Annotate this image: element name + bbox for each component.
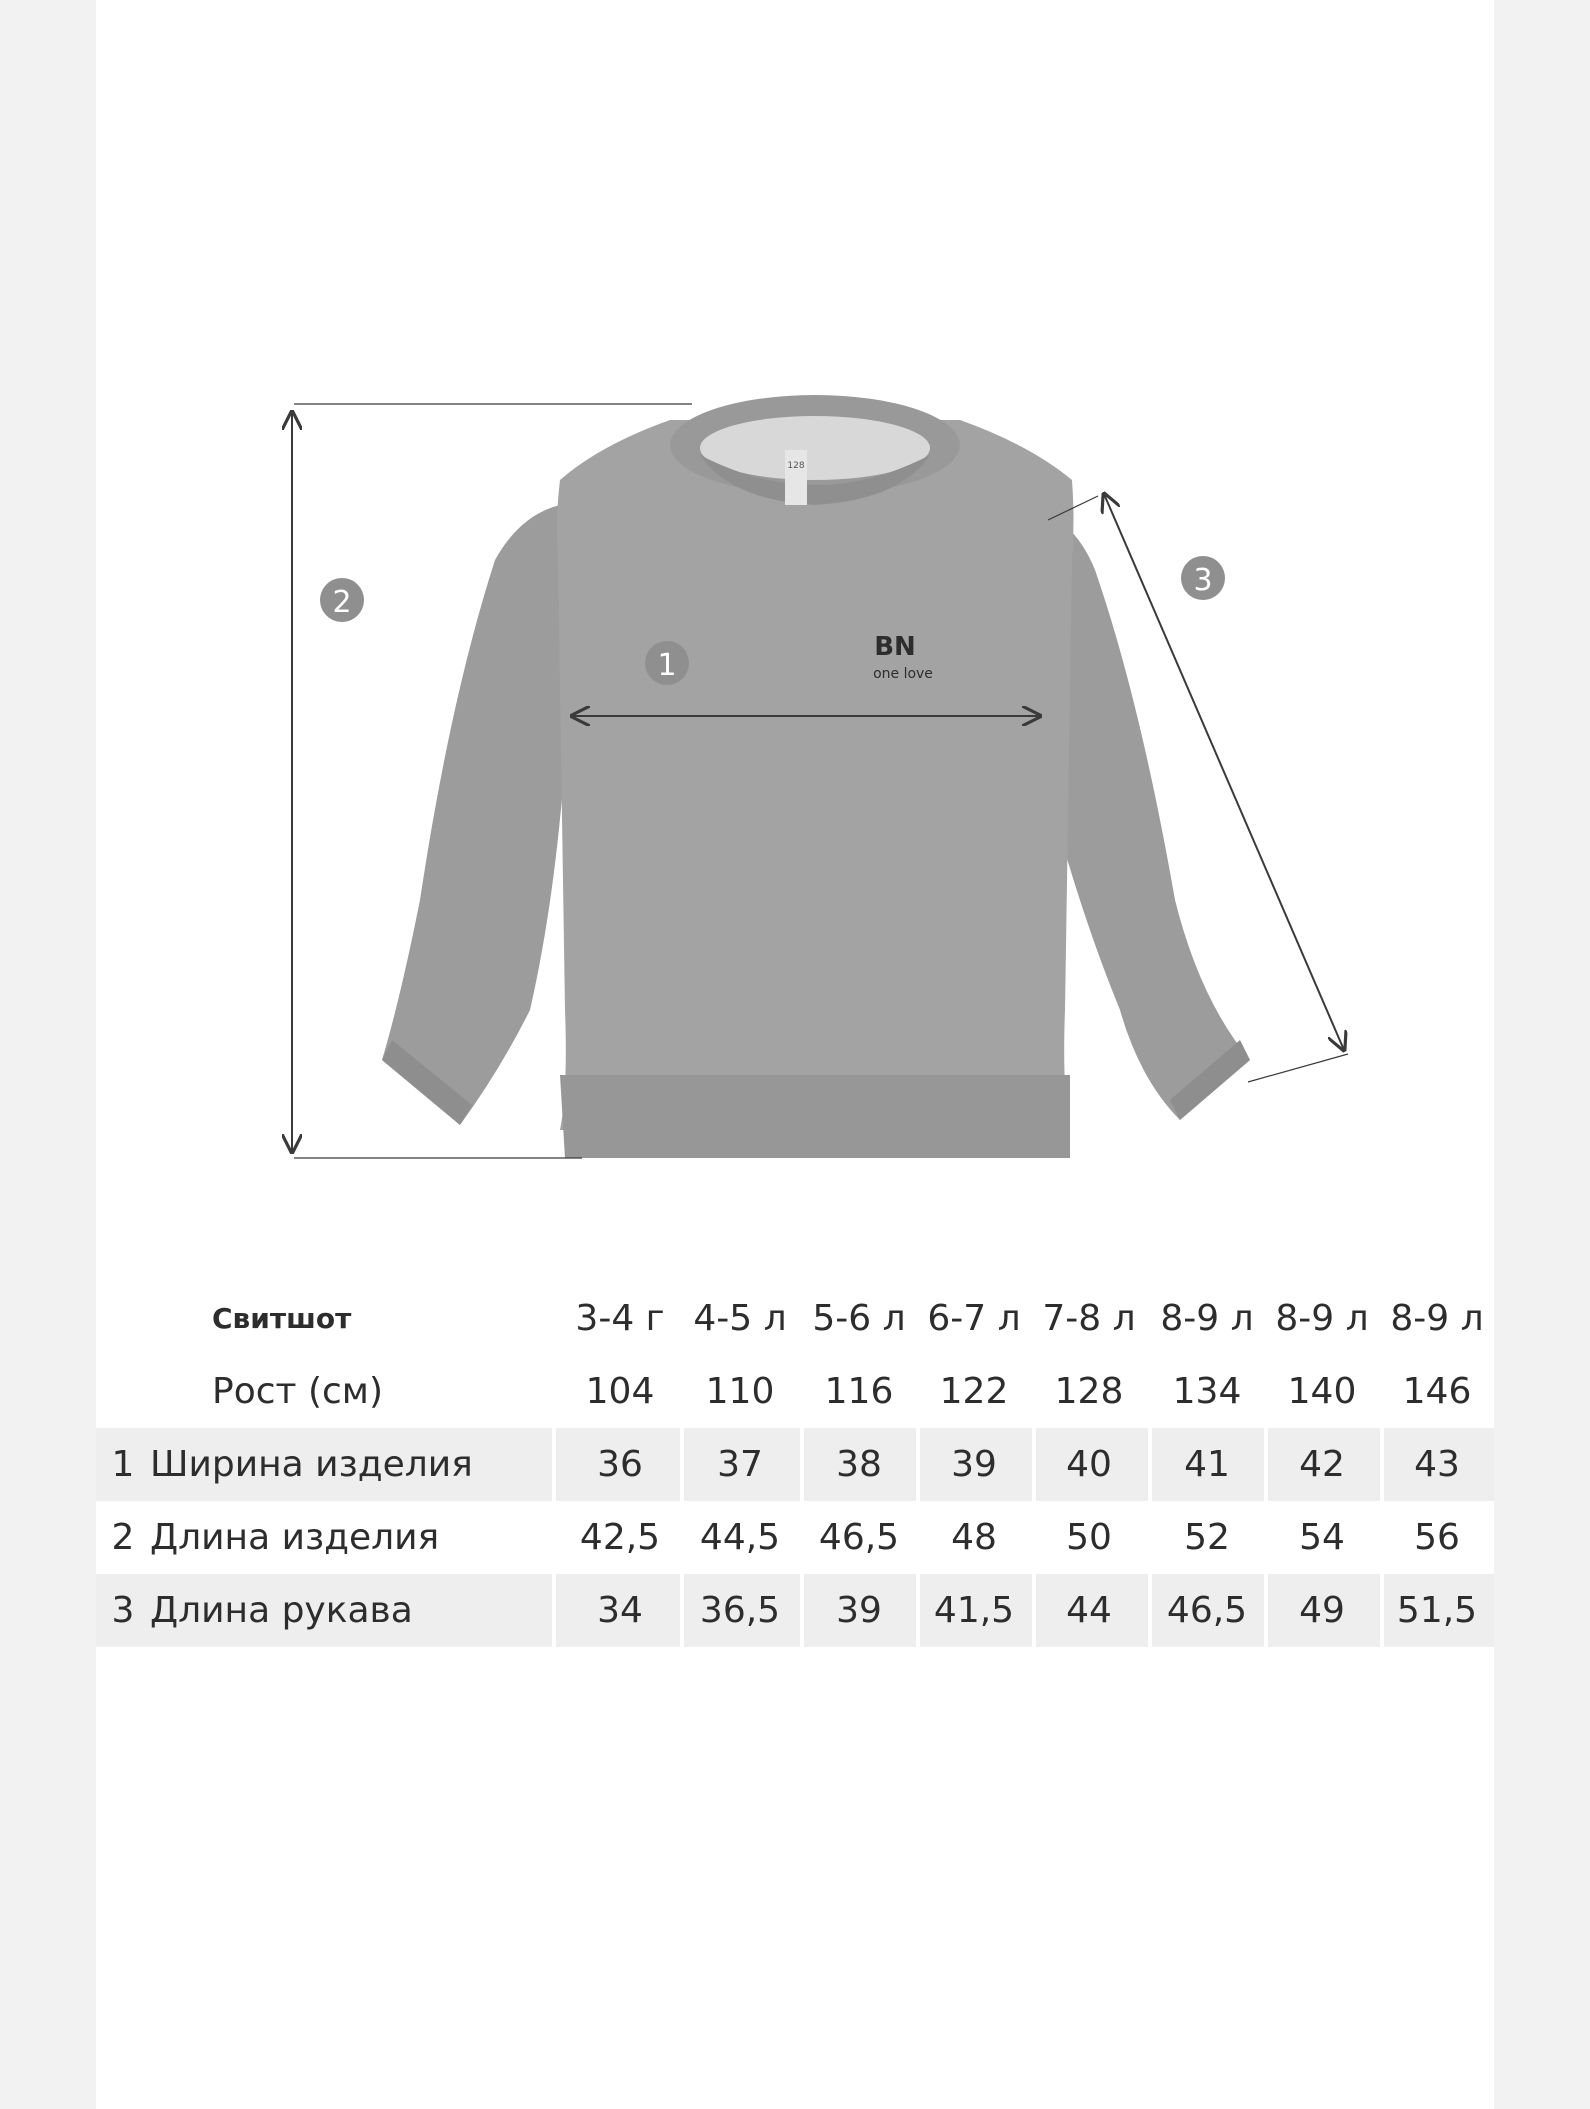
table-cell: 39 [951, 1444, 997, 1485]
table-cell: 36 [597, 1444, 643, 1485]
table-cell: 42,5 [579, 1517, 661, 1558]
size-col-7: 8-9 л [1275, 1298, 1369, 1339]
table-cell: 40 [1066, 1444, 1112, 1485]
height-cell: 128 [1054, 1371, 1124, 1412]
table-cell: 37 [717, 1444, 763, 1485]
table-cell: 49 [1299, 1590, 1345, 1631]
height-cell: 140 [1287, 1371, 1357, 1412]
table-cell: 34 [597, 1590, 643, 1631]
table-cell: 42 [1299, 1444, 1345, 1485]
table-cell: 51,5 [1396, 1590, 1478, 1631]
table-title: Свитшот [212, 1302, 352, 1335]
height-cell: 146 [1402, 1371, 1472, 1412]
height-label: Рост (см) [212, 1371, 383, 1412]
table-cell: 41 [1184, 1444, 1230, 1485]
marker-1-number: 1 [657, 648, 677, 683]
table-row-sleeve [96, 1574, 1494, 1647]
table-cell: 44,5 [699, 1517, 781, 1558]
table-height-row [96, 1355, 1494, 1428]
height-cell: 134 [1172, 1371, 1242, 1412]
table-cell: 48 [951, 1517, 997, 1558]
table-cell: 46,5 [818, 1517, 900, 1558]
table-row-width [96, 1428, 1494, 1501]
size-col-4: 6-7 л [927, 1298, 1021, 1339]
size-col-1: 3-4 г [575, 1298, 665, 1339]
table-cell: 38 [836, 1444, 882, 1485]
marker-3-number: 3 [1193, 563, 1213, 598]
table-cell: 39 [836, 1590, 882, 1631]
brand-logo-text: one love [873, 666, 933, 682]
table-cell: 54 [1299, 1517, 1345, 1558]
size-col-3: 5-6 л [812, 1298, 906, 1339]
size-col-5: 7-8 л [1042, 1298, 1136, 1339]
sweatshirt-illustration [382, 395, 1250, 1158]
table-cell: 44 [1066, 1590, 1112, 1631]
table-cell: 41,5 [933, 1590, 1015, 1631]
height-cell: 122 [939, 1371, 1009, 1412]
table-cell: 56 [1414, 1517, 1460, 1558]
size-tag-label: 128 [787, 461, 805, 471]
table-row-length [96, 1501, 1494, 1574]
height-cell: 110 [705, 1371, 775, 1412]
table-cell: 50 [1066, 1517, 1112, 1558]
size-col-8: 8-9 л [1390, 1298, 1484, 1339]
table-header-row [96, 1282, 1494, 1355]
size-table [96, 1282, 1494, 1647]
height-cell: 104 [585, 1371, 655, 1412]
row-number: 1 [111, 1444, 135, 1485]
marker-2-number: 2 [332, 585, 352, 620]
table-cell: 43 [1414, 1444, 1460, 1485]
row-label: Длина изделия [150, 1517, 440, 1558]
brand-logo-mark: BN [874, 632, 916, 662]
row-label: Ширина изделия [150, 1444, 473, 1485]
table-cell: 46,5 [1166, 1590, 1248, 1631]
row-number: 2 [111, 1517, 135, 1558]
size-col-6: 8-9 л [1160, 1298, 1254, 1339]
size-col-2: 4-5 л [693, 1298, 787, 1339]
height-cell: 116 [824, 1371, 894, 1412]
row-number: 3 [111, 1590, 135, 1631]
table-cell: 36,5 [699, 1590, 781, 1631]
sleeve-bottom-guide [1248, 1054, 1348, 1082]
table-cell: 52 [1184, 1517, 1230, 1558]
row-label: Длина рукава [150, 1590, 413, 1631]
